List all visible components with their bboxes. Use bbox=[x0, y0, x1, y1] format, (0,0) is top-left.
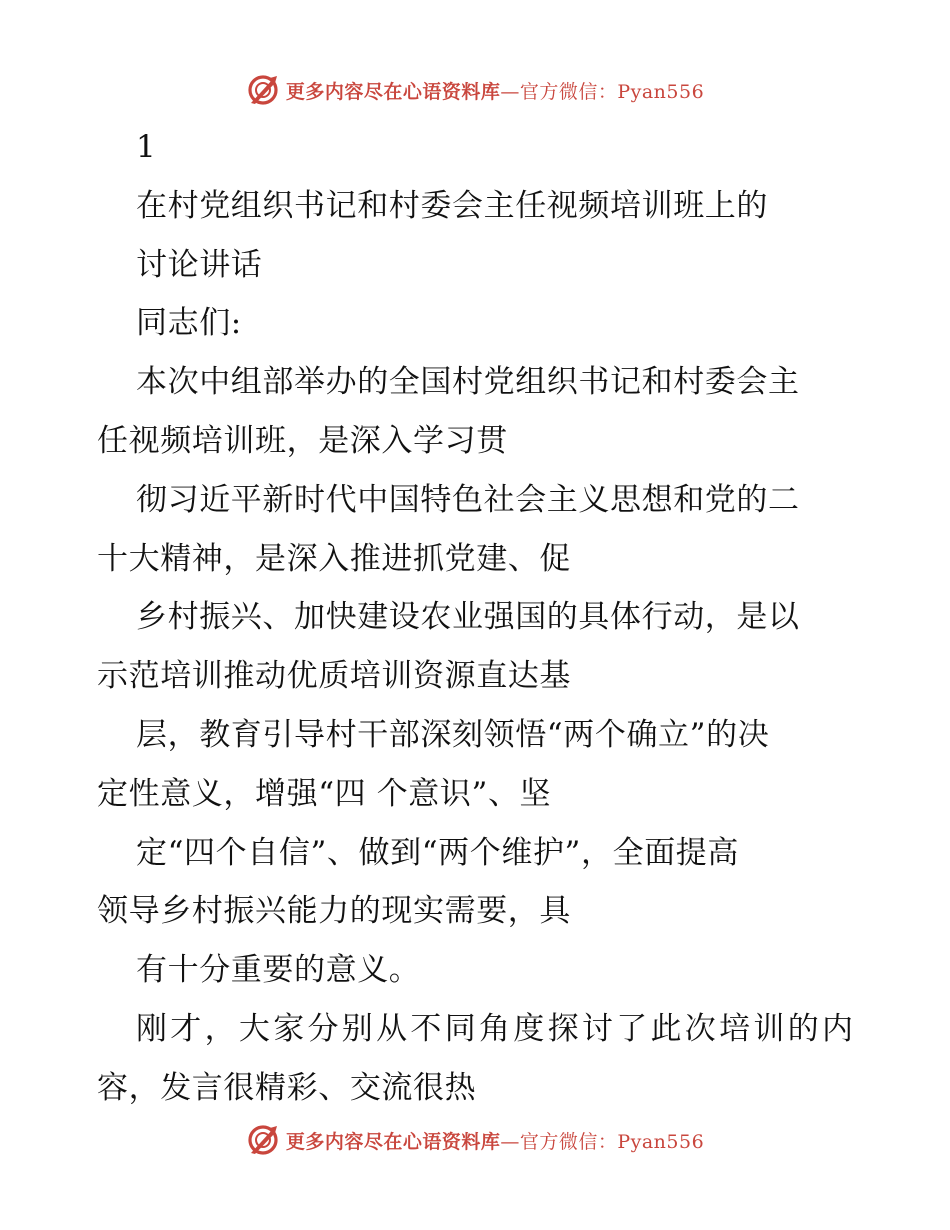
paragraph-line: 彻习近平新时代中国特色社会主义思想和党的二 bbox=[136, 481, 800, 518]
document-title-line-1: 在村党组织书记和村委会主任视频培训班上的 bbox=[136, 187, 768, 224]
paragraph-line: 任视频培训班，是深入学习贯 bbox=[97, 422, 508, 459]
paragraph-line: 乡村振兴、加快建设农业强国的具体行动，是以 bbox=[136, 599, 800, 636]
footer-banner-wechat: 官方微信：Pyan556 bbox=[519, 1130, 705, 1153]
paragraph-line: 示范培训推动优质培训资源直达基 bbox=[97, 658, 571, 695]
document-body bbox=[97, 118, 857, 1118]
paragraph-line: 有十分重要的意义。 bbox=[136, 952, 421, 989]
footer-banner-text bbox=[286, 1127, 704, 1154]
paragraph-line: 十大精神，是深入推进抓党建、促 bbox=[97, 540, 571, 577]
paragraph-line: 层，教育引导村干部深刻领悟“两个确立”的决 bbox=[136, 716, 770, 753]
page-number: 1 bbox=[136, 129, 157, 165]
footer-banner[interactable] bbox=[0, 1120, 950, 1160]
quill-circle-icon bbox=[246, 73, 280, 107]
paragraph-line: 本次中组部举办的全国村党组织书记和村委会主 bbox=[136, 364, 800, 401]
paragraph-line: 定性意义，增强“四 个意识”、坚 bbox=[97, 775, 552, 812]
paragraph-line: 刚才，大家分别从不同角度探讨了此次培训的内 bbox=[136, 1010, 857, 1047]
document-title-line-2: 讨论讲话 bbox=[136, 246, 263, 283]
paragraph-line: 容，发言很精彩、交流很热 bbox=[97, 1069, 477, 1106]
paragraph-line: 定“四个自信”、做到“两个维护”，全面提高 bbox=[136, 834, 739, 871]
header-banner-text bbox=[286, 77, 704, 104]
header-banner-separator: — bbox=[500, 80, 520, 103]
salutation: 同志们: bbox=[136, 305, 242, 342]
footer-banner-separator: — bbox=[500, 1130, 520, 1153]
header-banner-site: 更多内容尽在心语资料库 bbox=[285, 80, 501, 103]
paragraph-line: 领导乡村振兴能力的现实需要，具 bbox=[97, 893, 571, 930]
footer-banner-site: 更多内容尽在心语资料库 bbox=[285, 1130, 501, 1153]
quill-circle-icon bbox=[246, 1123, 280, 1157]
header-banner[interactable] bbox=[0, 70, 950, 110]
header-banner-wechat: 官方微信：Pyan556 bbox=[519, 80, 705, 103]
